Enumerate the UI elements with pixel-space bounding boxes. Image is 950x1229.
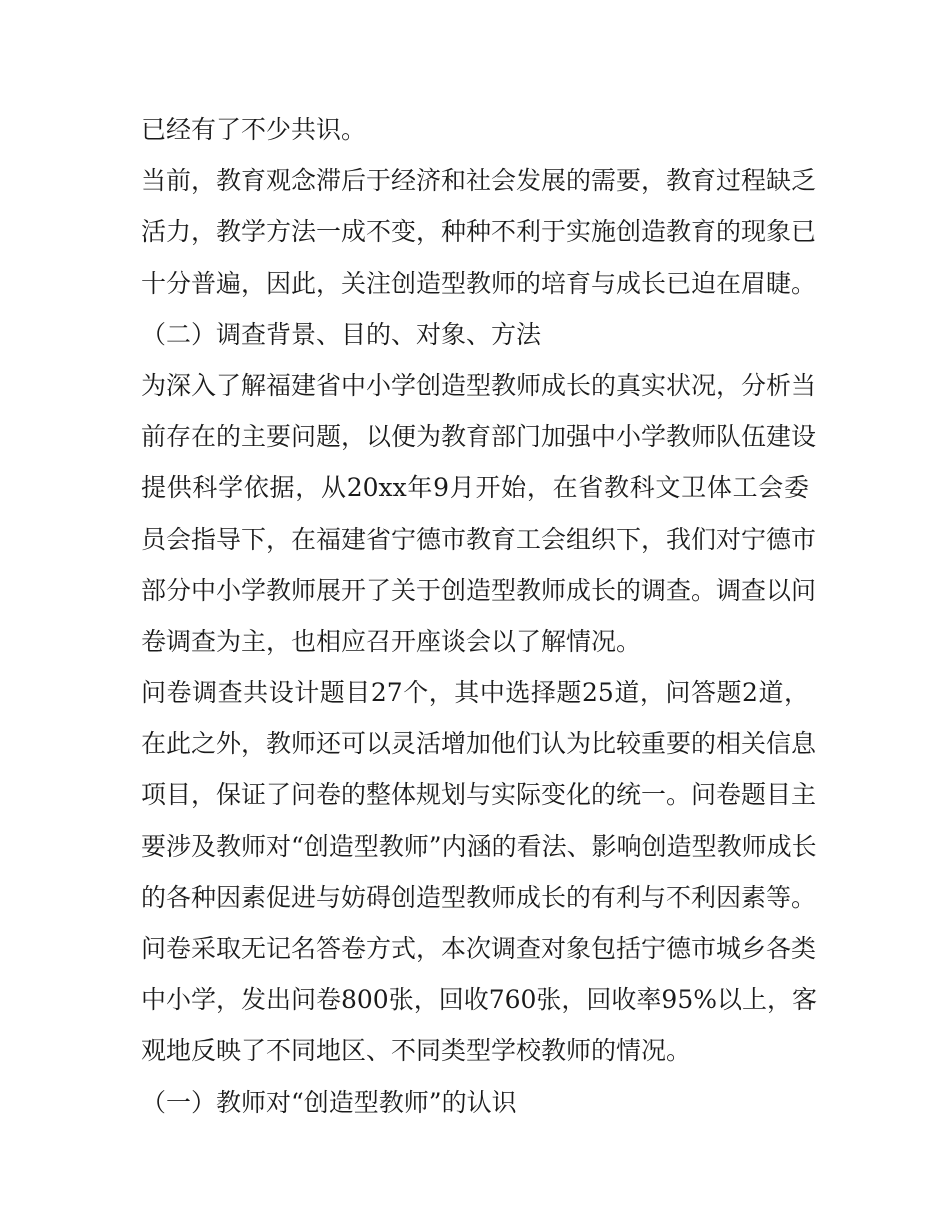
text-line: 项目，保证了问卷的整体规划与实际变化的统一。问卷题目主 — [141, 780, 817, 810]
text-line: 为深入了解福建省中小学创造型教师成长的真实状况，分析当 — [141, 370, 817, 400]
text-line: 活力，教学方法一成不变，种种不利于实施创造教育的现象已 — [141, 217, 817, 247]
text-line: 问卷采取无记名答卷方式，本次调查对象包括宁德市城乡各类 — [141, 934, 817, 963]
text-line: 的各种因素促进与妨碍创造型教师成长的有利与不利因素等。 — [141, 882, 817, 912]
text-line: 提供科学依据，从20xx年9月开始，在省教科文卫体工会委 — [141, 473, 809, 503]
text-line: 当前，教育观念滞后于经济和社会发展的需要，教育过程缺乏 — [141, 166, 817, 196]
text-line: 在此之外，教师还可以灵活增加他们认为比较重要的相关信息 — [141, 729, 817, 759]
text-line: 部分中小学教师展开了关于创造型教师成长的调查。调查以问 — [141, 575, 817, 605]
text-line: 员会指导下，在福建省宁德市教育工会组织下，我们对宁德市 — [141, 524, 817, 554]
text-line: 已经有了不少共识。 — [141, 115, 367, 144]
text-line: 问卷调查共设计题目27个，其中选择题25道，问答题2道， — [141, 678, 809, 708]
section-heading: （二）调查背景、目的、对象、方法 — [141, 319, 542, 349]
text-line: 十分普遍，因此，关注创造型教师的培育与成长已迫在眉睫。 — [141, 268, 817, 298]
text-line: 要涉及教师对“创造型教师”内涵的看法、影响创造型教师成长 — [141, 831, 817, 861]
text-line: 观地反映了不同地区、不同类型学校教师的情况。 — [141, 1036, 692, 1066]
section-heading: （一）教师对“创造型教师”的认识 — [141, 1087, 517, 1117]
text-line: 前存在的主要问题，以便为教育部门加强中小学教师队伍建设 — [141, 422, 817, 452]
text-line: 中小学，发出问卷800张，回收760张，回收率95%以上，客 — [141, 985, 818, 1015]
text-line: 卷调查为主，也相应召开座谈会以了解情况。 — [141, 626, 642, 656]
document-body — [141, 104, 821, 1128]
